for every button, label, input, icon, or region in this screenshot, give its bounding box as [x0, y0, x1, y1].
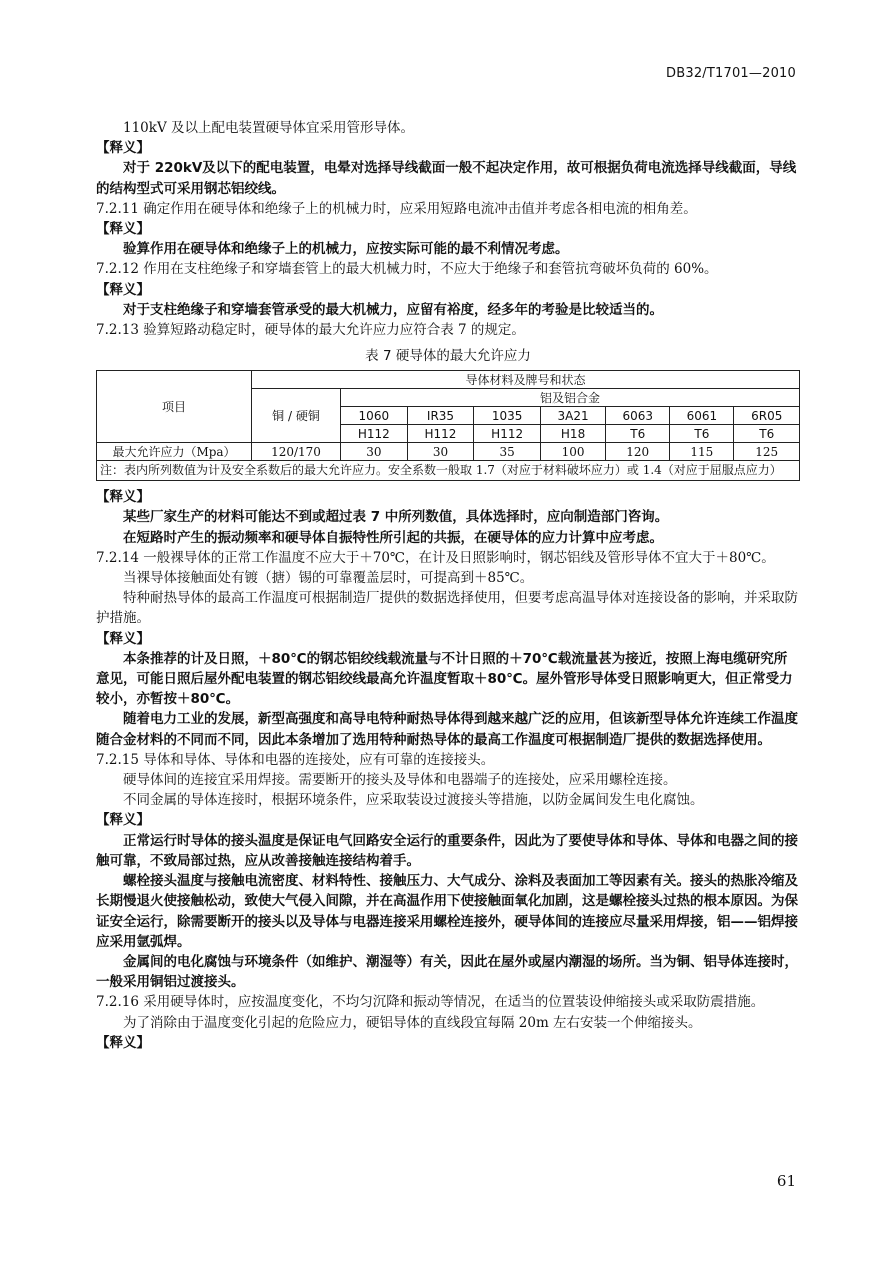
value-cell: 125 [734, 443, 800, 461]
grade-cell: 6063 [606, 407, 670, 425]
commentary-heading: 【释义】 [96, 489, 150, 506]
paragraph: 不同金属的导体连接时，根据环境条件，应采取装设过渡接头等措施，以防金属间发生电化腐蚀。 [123, 792, 704, 809]
state-cell: T6 [734, 425, 800, 443]
row-label: 最大允许应力（Mpa） [97, 443, 252, 461]
state-cell: H112 [474, 425, 541, 443]
commentary-heading: 【释义】 [96, 221, 150, 238]
material-header: 导体材料及牌号和状态 [252, 371, 800, 389]
value-cell: 115 [670, 443, 734, 461]
clause-7-2-13: 7.2.13 验算短路动稳定时，硬导体的最大允许应力应符合表 7 的规定。 [96, 322, 525, 339]
commentary-paragraph: 本条推荐的计及日照，＋80℃的钢芯铝绞线载流量与不计日照的＋70℃载流量甚为接近，按照上海电缆研究所意见，可能日照后屋外配电装置的钢芯铝绞线最高允许温度暂取＋80℃。屋外管形导体受日照影响更大，但正常受力较小，亦暂按＋80℃。 [96, 650, 793, 708]
clause-7-2-16: 7.2.16 采用硬导体时，应按温度变化，不均匀沉降和振动等情况，在适当的位置装设伸缩接头或采取防震措施。 [96, 994, 765, 1011]
state-cell: T6 [606, 425, 670, 443]
commentary-paragraph: 螺栓接头温度与接触电流密度、材料特性、接触压力、大气成分、涂料及表面加工等因素有关。接头的热胀冷缩及长期慢退火使接触松动，致使大气侵入间隙，并在高温作用下使接触面氧化加剧，这是螺栓接头过热的根本原因。为保证安全运行，除需要断开的接头以及导体与电器连接采用螺栓连接外，硬导体间的连接应尽量采用焊接，铝——铝焊接应采用氩弧焊。 [96, 873, 798, 950]
paragraph: 特种耐热导体的最高工作温度可根据制造厂提供的数据选择使用，但要考虑高温导体对连接设备的影响，并采取防护措施。 [96, 590, 798, 627]
item-header: 项目 [97, 371, 252, 443]
clause-7-2-12: 7.2.12 作用在支柱绝缘子和穿墙套管上的最大机械力时，不应大于绝缘子和套管抗弯破坏负荷的 60%。 [96, 261, 718, 278]
commentary-heading: 【释义】 [96, 812, 150, 829]
value-cell: 30 [341, 443, 408, 461]
aluminum-header: 铝及铝合金 [341, 389, 800, 407]
paragraph: 硬导体间的连接宜采用焊接。需要断开的接头及导体和电器端子的连接处，应采用螺栓连接。 [123, 772, 677, 789]
value-cell: 30 [407, 443, 474, 461]
stress-table [96, 370, 800, 481]
grade-cell: 1060 [341, 407, 408, 425]
paragraph: 当裸导体接触面处有镀（搪）锡的可靠覆盖层时，可提高到＋85℃。 [123, 570, 534, 587]
clause-7-2-15: 7.2.15 导体和导体、导体和电器的连接处，应有可靠的连接接头。 [96, 751, 495, 768]
value-cell: 120 [606, 443, 670, 461]
commentary-paragraph: 在短路时产生的振动频率和硬导体自振特性所引起的共振，在硬导体的应力计算中应考虑。 [123, 529, 663, 546]
grade-cell: 6061 [670, 407, 734, 425]
paragraph: 110kV 及以上配电装置硬导体宜采用管形导体。 [123, 120, 414, 136]
paragraph: 为了消除由于温度变化引起的危险应力，硬铝导体的直线段宜每隔 20m 左右安装一个伸缩接头。 [123, 1014, 702, 1031]
grade-cell: IR35 [407, 407, 474, 425]
commentary-paragraph: 验算作用在硬导体和绝缘子上的机械力，应按实际可能的最不利情况考虑。 [123, 241, 569, 258]
copper-header: 铜 / 硬铜 [252, 389, 341, 443]
page-body [96, 118, 800, 1053]
commentary-heading: 【释义】 [96, 1034, 150, 1051]
value-cell: 100 [540, 443, 605, 461]
commentary-heading: 【释义】 [96, 281, 150, 298]
page-number: 61 [776, 1172, 796, 1190]
value-cell: 35 [474, 443, 541, 461]
clause-7-2-11: 7.2.11 确定作用在硬导体和绝缘子上的机械力时，应采用短路电流冲击值并考虑各相电流的相角差。 [96, 200, 697, 217]
copper-value: 120/170 [252, 443, 341, 461]
state-cell: H18 [540, 425, 605, 443]
commentary-paragraph: 正常运行时导体的接头温度是保证电气回路安全运行的重要条件，因此为了要使导体和导体、导体和电器之间的接触可靠，不致局部过热，应从改善接触连接结构着手。 [96, 832, 798, 869]
commentary-heading: 【释义】 [96, 140, 150, 157]
state-cell: H112 [407, 425, 474, 443]
commentary-paragraph: 对于 220kV及以下的配电装置，电晕对选择导线截面一般不起决定作用，故可根据负荷电流选择导线截面，导线的结构型式可采用钢芯铝绞线。 [96, 160, 797, 197]
commentary-paragraph: 随着电力工业的发展，新型高强度和高导电特种耐热导体得到越来越广泛的应用，但该新型导体允许连续工作温度随合金材料的不同而不同，因此本条增加了选用特种耐热导体的最高工作温度可根据制造厂提供的数据选择使用。 [96, 711, 798, 748]
table-note: 注：表内所列数值为计及安全系数后的最大允许应力。安全系数一般取 1.7（对应于材料破坏应力）或 1.4（对应于屈服点应力） [97, 461, 800, 481]
state-cell: T6 [670, 425, 734, 443]
commentary-paragraph: 对于支柱绝缘子和穿墙套管承受的最大机械力，应留有裕度，经多年的考验是比较适当的。 [123, 301, 663, 318]
commentary-paragraph: 金属间的电化腐蚀与环境条件（如维护、潮湿等）有关，因此在屋外或屋内潮湿的场所。当为铜、铝导体连接时，一般采用铜铝过渡接头。 [96, 953, 798, 991]
clause-7-2-14: 7.2.14 一般裸导体的正常工作温度不应大于＋70℃，在计及日照影响时，钢芯铝线及管形导体不宜大于＋80℃。 [96, 549, 775, 566]
standard-code-header: DB32/T1701—2010 [666, 66, 796, 81]
grade-cell: 6R05 [734, 407, 800, 425]
grade-cell: 3A21 [540, 407, 605, 425]
commentary-paragraph: 某些厂家生产的材料可能达不到或超过表 7 中所列数值，具体选择时，应向制造部门咨询。 [123, 509, 669, 526]
grade-cell: 1035 [474, 407, 541, 425]
state-cell: H112 [341, 425, 408, 443]
table-caption: 表 7 硬导体的最大允许应力 [365, 348, 531, 365]
commentary-heading: 【释义】 [96, 630, 150, 647]
